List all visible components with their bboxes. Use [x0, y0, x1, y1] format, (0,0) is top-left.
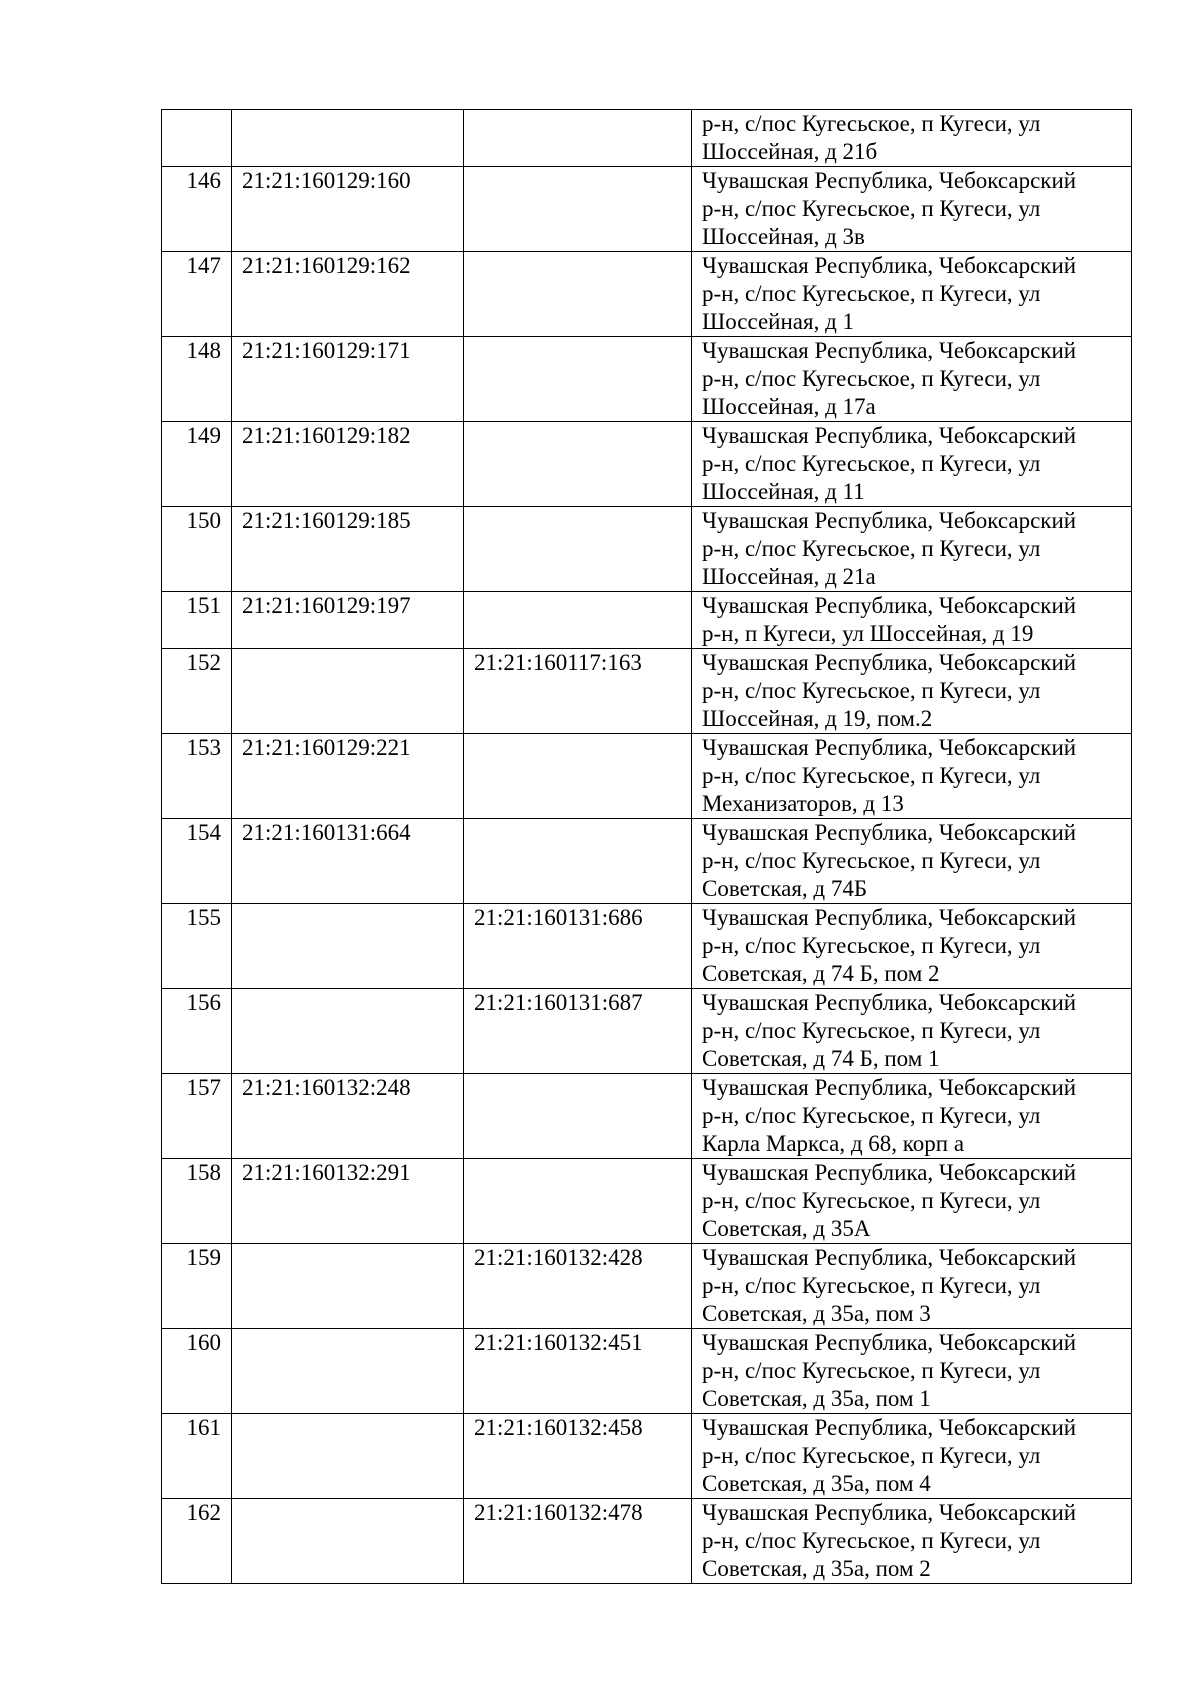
premise-number-cell: 21:21:160132:458	[464, 1414, 692, 1499]
parcel-number-cell	[232, 1499, 464, 1584]
address-line: р-н, с/пос Кугесьское, п Кугеси, ул	[702, 1528, 1041, 1553]
parcel-number-cell	[232, 1329, 464, 1414]
address-line: Чувашская Республика, Чебоксарский	[702, 1500, 1077, 1525]
row-number-cell: 148	[162, 337, 232, 422]
address-line: Чувашская Республика, Чебоксарский	[702, 253, 1077, 278]
address-cell	[692, 592, 1132, 649]
address-line: р-н, с/пос Кугесьское, п Кугеси, ул	[702, 1018, 1041, 1043]
address-cell	[692, 422, 1132, 507]
row-number-cell: 161	[162, 1414, 232, 1499]
premise-number-cell	[464, 337, 692, 422]
address-line: Чувашская Республика, Чебоксарский	[702, 905, 1077, 930]
address-line: Чувашская Республика, Чебоксарский	[702, 735, 1077, 760]
address-cell	[692, 110, 1132, 167]
table-row	[162, 1074, 1132, 1159]
premise-number-cell	[464, 422, 692, 507]
parcel-number-cell	[232, 1244, 464, 1329]
address-line: Советская, д 74Б	[702, 876, 868, 901]
premise-number-cell: 21:21:160131:686	[464, 904, 692, 989]
table-row	[162, 734, 1132, 819]
row-number-cell: 160	[162, 1329, 232, 1414]
address-line: Чувашская Республика, Чебоксарский	[702, 593, 1077, 618]
address-line: р-н, с/пос Кугесьское, п Кугеси, ул	[702, 1188, 1041, 1213]
row-number-cell: 149	[162, 422, 232, 507]
address-line: р-н, п Кугеси, ул Шоссейная, д 19	[702, 621, 1034, 646]
address-line: р-н, с/пос Кугесьское, п Кугеси, ул	[702, 763, 1041, 788]
table-row	[162, 167, 1132, 252]
address-line: р-н, с/пос Кугесьское, п Кугеси, ул	[702, 1443, 1041, 1468]
address-cell	[692, 989, 1132, 1074]
address-line: р-н, с/пос Кугесьское, п Кугеси, ул	[702, 281, 1041, 306]
address-line: Чувашская Республика, Чебоксарский	[702, 1075, 1077, 1100]
premise-number-cell	[464, 110, 692, 167]
parcel-number-cell: 21:21:160129:182	[232, 422, 464, 507]
row-number-cell: 155	[162, 904, 232, 989]
table-row	[162, 649, 1132, 734]
address-line: Советская, д 35а, пом 2	[702, 1556, 931, 1581]
parcel-number-cell: 21:21:160129:197	[232, 592, 464, 649]
address-cell	[692, 734, 1132, 819]
address-line: Чувашская Республика, Чебоксарский	[702, 990, 1077, 1015]
address-line: Чувашская Республика, Чебоксарский	[702, 1245, 1077, 1270]
parcel-number-cell: 21:21:160129:171	[232, 337, 464, 422]
address-line: Чувашская Республика, Чебоксарский	[702, 423, 1077, 448]
address-line: Чувашская Республика, Чебоксарский	[702, 168, 1077, 193]
address-line: р-н, с/пос Кугесьское, п Кугеси, ул	[702, 1358, 1041, 1383]
address-line: Карла Маркса, д 68, корп а	[702, 1131, 965, 1156]
row-number-cell: 158	[162, 1159, 232, 1244]
address-cell	[692, 1414, 1132, 1499]
address-line: р-н, с/пос Кугесьское, п Кугеси, ул	[702, 933, 1041, 958]
address-line: Шоссейная, д 11	[702, 479, 865, 504]
address-line: р-н, с/пос Кугесьское, п Кугеси, ул	[702, 196, 1041, 221]
address-cell	[692, 1329, 1132, 1414]
address-cell	[692, 167, 1132, 252]
address-line: Чувашская Республика, Чебоксарский	[702, 1160, 1077, 1185]
table-row	[162, 1159, 1132, 1244]
address-line: р-н, с/пос Кугесьское, п Кугеси, ул	[702, 536, 1041, 561]
table-row	[162, 507, 1132, 592]
address-line: р-н, с/пос Кугесьское, п Кугеси, ул	[702, 678, 1041, 703]
table-row	[162, 989, 1132, 1074]
table-row	[162, 337, 1132, 422]
parcel-number-cell: 21:21:160129:160	[232, 167, 464, 252]
address-line: Советская, д 35а, пом 4	[702, 1471, 931, 1496]
table-row	[162, 592, 1132, 649]
address-line: Чувашская Республика, Чебоксарский	[702, 820, 1077, 845]
table-row	[162, 252, 1132, 337]
cadastral-registry-table	[161, 109, 1132, 1584]
address-line: р-н, с/пос Кугесьское, п Кугеси, ул	[702, 1273, 1041, 1298]
row-number-cell: 162	[162, 1499, 232, 1584]
row-number-cell: 156	[162, 989, 232, 1074]
premise-number-cell	[464, 252, 692, 337]
premise-number-cell: 21:21:160132:451	[464, 1329, 692, 1414]
address-line: Шоссейная, д 3в	[702, 224, 865, 249]
parcel-number-cell	[232, 110, 464, 167]
address-line: Шоссейная, д 17а	[702, 394, 876, 419]
table-row	[162, 904, 1132, 989]
address-line: Чувашская Республика, Чебоксарский	[702, 1330, 1077, 1355]
address-cell	[692, 507, 1132, 592]
table-row	[162, 422, 1132, 507]
address-line: Чувашская Республика, Чебоксарский	[702, 650, 1077, 675]
premise-number-cell	[464, 592, 692, 649]
row-number-cell: 152	[162, 649, 232, 734]
table-row	[162, 1499, 1132, 1584]
row-number-cell: 150	[162, 507, 232, 592]
row-number-cell: 153	[162, 734, 232, 819]
address-cell	[692, 1159, 1132, 1244]
row-number-cell: 146	[162, 167, 232, 252]
document-page	[161, 109, 1131, 1584]
address-line: Советская, д 35а, пом 3	[702, 1301, 931, 1326]
address-line: Чувашская Республика, Чебоксарский	[702, 1415, 1077, 1440]
address-line: р-н, с/пос Кугесьское, п Кугеси, ул	[702, 451, 1041, 476]
parcel-number-cell: 21:21:160131:664	[232, 819, 464, 904]
premise-number-cell	[464, 167, 692, 252]
address-line: Шоссейная, д 19, пом.2	[702, 706, 933, 731]
row-number-cell: 151	[162, 592, 232, 649]
premise-number-cell: 21:21:160117:163	[464, 649, 692, 734]
address-cell	[692, 252, 1132, 337]
address-line: р-н, с/пос Кугесьское, п Кугеси, ул	[702, 111, 1041, 136]
premise-number-cell	[464, 1074, 692, 1159]
address-line: Советская, д 35а, пом 1	[702, 1386, 931, 1411]
address-cell	[692, 904, 1132, 989]
premise-number-cell	[464, 734, 692, 819]
parcel-number-cell	[232, 1414, 464, 1499]
table-row	[162, 1329, 1132, 1414]
address-line: Советская, д 74 Б, пом 1	[702, 1046, 940, 1071]
address-cell	[692, 649, 1132, 734]
address-line: Чувашская Республика, Чебоксарский	[702, 338, 1077, 363]
address-line: Шоссейная, д 1	[702, 309, 855, 334]
row-number-cell: 159	[162, 1244, 232, 1329]
parcel-number-cell: 21:21:160132:248	[232, 1074, 464, 1159]
table-row	[162, 1244, 1132, 1329]
address-line: Механизаторов, д 13	[702, 791, 904, 816]
address-cell	[692, 819, 1132, 904]
premise-number-cell: 21:21:160132:478	[464, 1499, 692, 1584]
parcel-number-cell	[232, 904, 464, 989]
row-number-cell: 154	[162, 819, 232, 904]
parcel-number-cell	[232, 989, 464, 1074]
parcel-number-cell: 21:21:160132:291	[232, 1159, 464, 1244]
premise-number-cell	[464, 507, 692, 592]
address-cell	[692, 337, 1132, 422]
address-line: Чувашская Республика, Чебоксарский	[702, 508, 1077, 533]
parcel-number-cell: 21:21:160129:162	[232, 252, 464, 337]
address-line: Советская, д 35А	[702, 1216, 871, 1241]
parcel-number-cell: 21:21:160129:185	[232, 507, 464, 592]
address-line: р-н, с/пос Кугесьское, п Кугеси, ул	[702, 1103, 1041, 1128]
parcel-number-cell	[232, 649, 464, 734]
parcel-number-cell: 21:21:160129:221	[232, 734, 464, 819]
premise-number-cell	[464, 1159, 692, 1244]
row-number-cell	[162, 110, 232, 167]
address-line: Шоссейная, д 21а	[702, 564, 876, 589]
table-row-continued	[162, 110, 1132, 167]
registry-table-body	[162, 110, 1132, 1584]
address-line: р-н, с/пос Кугесьское, п Кугеси, ул	[702, 848, 1041, 873]
row-number-cell: 147	[162, 252, 232, 337]
address-cell	[692, 1074, 1132, 1159]
premise-number-cell: 21:21:160132:428	[464, 1244, 692, 1329]
premise-number-cell: 21:21:160131:687	[464, 989, 692, 1074]
table-row	[162, 819, 1132, 904]
address-cell	[692, 1244, 1132, 1329]
row-number-cell: 157	[162, 1074, 232, 1159]
address-line: Шоссейная, д 21б	[702, 139, 878, 164]
address-line: р-н, с/пос Кугесьское, п Кугеси, ул	[702, 366, 1041, 391]
address-cell	[692, 1499, 1132, 1584]
premise-number-cell	[464, 819, 692, 904]
table-row	[162, 1414, 1132, 1499]
address-line: Советская, д 74 Б, пом 2	[702, 961, 940, 986]
